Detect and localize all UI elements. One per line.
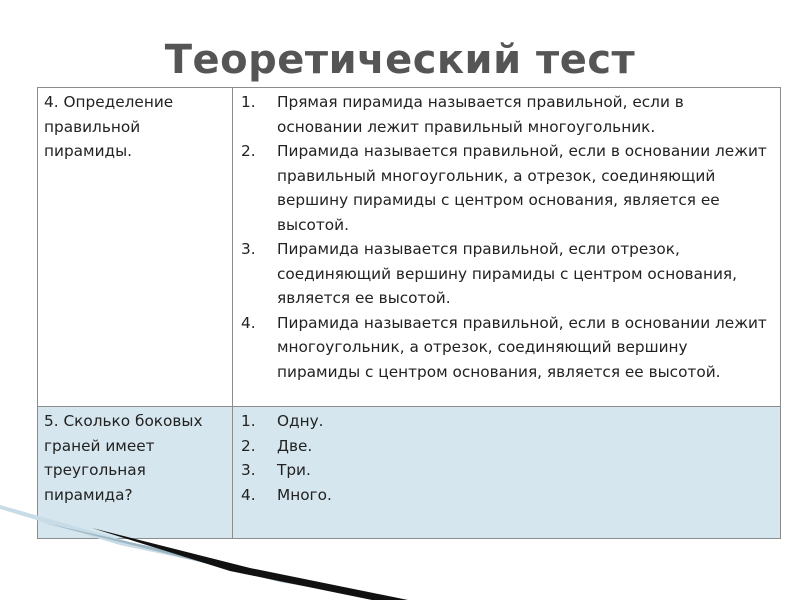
answer-option-2 bbox=[241, 434, 772, 459]
answer-option-1 bbox=[241, 90, 772, 139]
answer-option-4 bbox=[241, 311, 772, 385]
answer-option-4 bbox=[241, 483, 772, 508]
answer-text: Одну. bbox=[277, 412, 324, 430]
answer-text: Много. bbox=[277, 485, 332, 504]
answer-option-2 bbox=[241, 139, 772, 237]
answer-number: 3. bbox=[241, 240, 256, 258]
answer-option-3 bbox=[241, 237, 772, 311]
answers-cell bbox=[233, 88, 781, 407]
answer-number: 3. bbox=[241, 461, 256, 479]
question-number: 5. bbox=[44, 412, 59, 430]
answer-number: 2. bbox=[241, 436, 256, 455]
answers-cell bbox=[233, 407, 781, 539]
answer-list bbox=[241, 90, 772, 384]
question-number: 4. bbox=[44, 93, 59, 111]
answer-number: 1. bbox=[241, 412, 256, 430]
answer-text: Пирамида называется правильной, если в основании лежит многоугольник, а отрезок, соединяющий вершину пирамиды с центром основания, является ее высотой. bbox=[277, 313, 767, 381]
question-text: Сколько боковых граней имеет треугольная пирамида? bbox=[44, 412, 203, 504]
answer-text: Пирамида называется правильной, если отрезок, соединяющий вершину пирамиды с центром основания, является ее высотой. bbox=[277, 240, 737, 307]
quiz-table bbox=[37, 87, 781, 539]
answer-text: Прямая пирамида называется правильной, если в основании лежит правильный многоугольник. bbox=[277, 93, 684, 136]
answer-text: Три. bbox=[277, 461, 311, 479]
answer-option-3 bbox=[241, 458, 772, 483]
answer-text: Две. bbox=[277, 436, 313, 455]
slide-title: Теоретический тест bbox=[164, 37, 636, 83]
answer-text: Пирамида называется правильной, если в основании лежит правильный многоугольник, а отрезок, соединяющий вершину пирамиды с центром основания, является ее высотой. bbox=[277, 142, 767, 234]
answer-option-1 bbox=[241, 409, 772, 434]
question-row-5 bbox=[38, 407, 781, 539]
question-row-4 bbox=[38, 88, 781, 407]
question-cell bbox=[38, 88, 233, 407]
answer-number: 4. bbox=[241, 313, 256, 332]
question-text: Определение правильной пирамиды. bbox=[44, 93, 174, 160]
question-cell bbox=[38, 407, 233, 539]
answer-list bbox=[241, 409, 772, 507]
answer-number: 4. bbox=[241, 485, 256, 504]
answer-number: 1. bbox=[241, 93, 256, 111]
answer-number: 2. bbox=[241, 142, 256, 160]
